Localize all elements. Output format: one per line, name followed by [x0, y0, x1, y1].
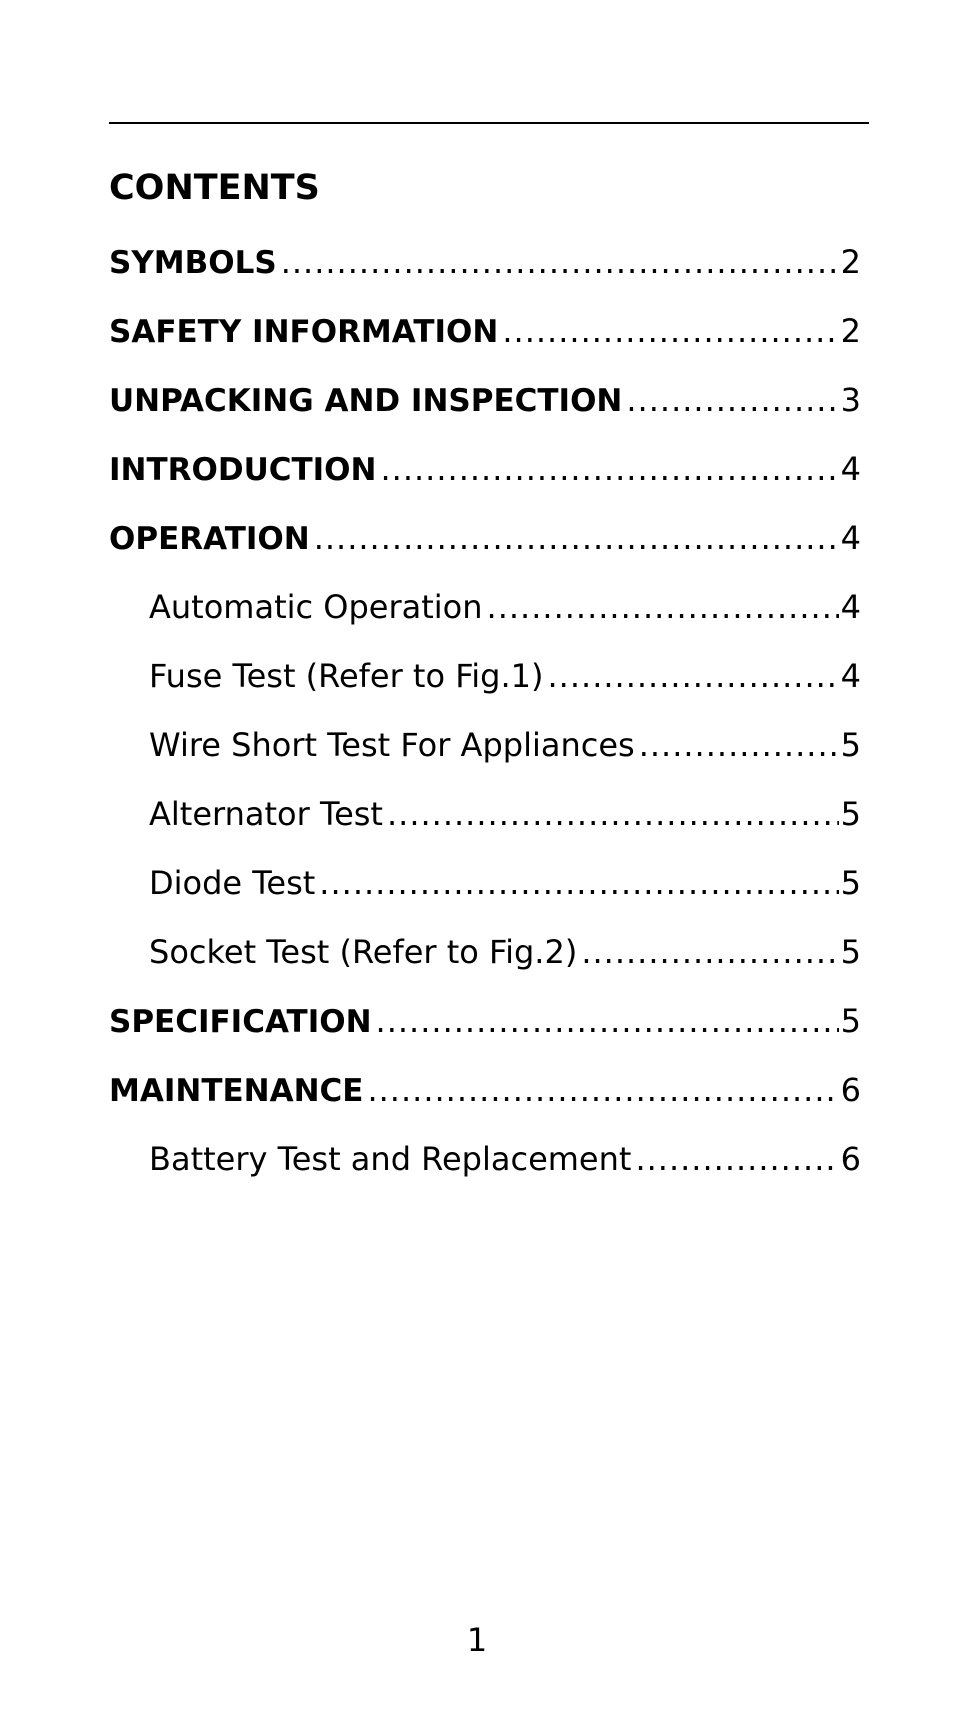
toc-dot-leader: [548, 656, 839, 696]
toc-entry-specification[interactable]: [109, 1001, 861, 1070]
toc-entry-socket-test[interactable]: [109, 932, 861, 1001]
toc-entry-label: Diode Test: [149, 864, 316, 902]
toc-dot-leader: [635, 1139, 838, 1179]
toc-entry-page: 4: [840, 588, 861, 626]
toc-entry-page: 6: [840, 1071, 861, 1109]
toc-dot-leader: [626, 380, 838, 420]
toc-entry-page: 2: [840, 312, 861, 350]
toc-entry-diode-test[interactable]: [109, 863, 861, 932]
toc-entry-page: 4: [840, 450, 861, 488]
toc-dot-leader: [314, 518, 839, 558]
toc-entry-page: 5: [840, 864, 861, 902]
page-number: 1: [466, 1621, 488, 1659]
toc-entry-label: Alternator Test: [149, 795, 383, 833]
table-of-contents: [109, 242, 861, 1208]
toc-entry-wire-short-test[interactable]: [109, 725, 861, 794]
toc-entry-alternator-test[interactable]: [109, 794, 861, 863]
toc-entry-maintenance[interactable]: [109, 1070, 861, 1139]
header-rule: [109, 122, 869, 124]
toc-entry-label: Fuse Test (Refer to Fig.1): [149, 657, 544, 695]
toc-dot-leader: [281, 242, 839, 282]
toc-entry-page: 6: [840, 1140, 861, 1178]
toc-dot-leader: [367, 1070, 838, 1110]
toc-entry-operation[interactable]: [109, 518, 861, 587]
toc-dot-leader: [581, 932, 838, 972]
toc-dot-leader: [387, 794, 839, 834]
contents-heading: CONTENTS: [109, 168, 320, 208]
toc-entry-page: 3: [840, 381, 861, 419]
toc-entry-fuse-test[interactable]: [109, 656, 861, 725]
toc-entry-label: SPECIFICATION: [109, 1004, 372, 1040]
toc-entry-page: 5: [840, 933, 861, 971]
toc-dot-leader: [380, 449, 838, 489]
toc-entry-page: 4: [840, 519, 861, 557]
toc-dot-leader: [319, 863, 838, 903]
toc-entry-unpacking-and-inspection[interactable]: [109, 380, 861, 449]
toc-entry-symbols[interactable]: [109, 242, 861, 311]
toc-entry-label: Socket Test (Refer to Fig.2): [149, 933, 578, 971]
toc-entry-introduction[interactable]: [109, 449, 861, 518]
toc-entry-label: SAFETY INFORMATION: [109, 314, 499, 350]
toc-dot-leader: [639, 725, 839, 765]
toc-entry-label: Battery Test and Replacement: [149, 1140, 632, 1178]
toc-entry-page: 5: [840, 726, 861, 764]
toc-entry-page: 4: [840, 657, 861, 695]
toc-entry-page: 5: [840, 795, 861, 833]
toc-dot-leader: [487, 587, 839, 627]
toc-entry-label: SYMBOLS: [109, 245, 277, 281]
toc-entry-label: OPERATION: [109, 521, 310, 557]
toc-entry-battery-test[interactable]: [109, 1139, 861, 1208]
toc-dot-leader: [502, 311, 838, 351]
toc-entry-page: 5: [840, 1002, 861, 1040]
toc-entry-label: INTRODUCTION: [109, 452, 377, 488]
toc-dot-leader: [376, 1001, 839, 1041]
toc-entry-label: MAINTENANCE: [109, 1073, 364, 1109]
toc-entry-page: 2: [840, 243, 861, 281]
toc-entry-safety-information[interactable]: [109, 311, 861, 380]
toc-entry-automatic-operation[interactable]: [109, 587, 861, 656]
toc-entry-label: Wire Short Test For Appliances: [149, 726, 635, 764]
toc-entry-label: UNPACKING AND INSPECTION: [109, 383, 623, 419]
toc-entry-label: Automatic Operation: [149, 588, 483, 626]
